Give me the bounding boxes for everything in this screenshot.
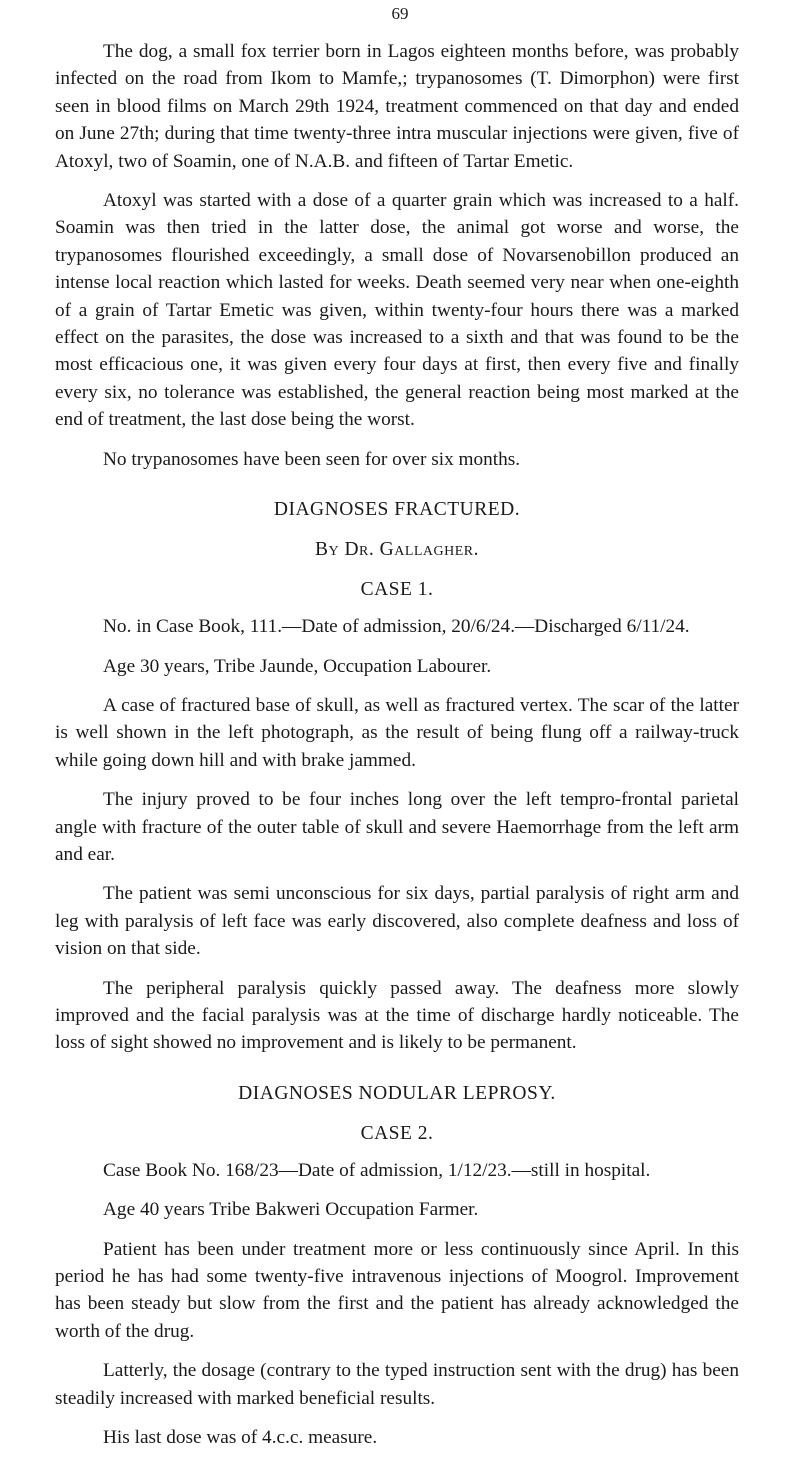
- paragraph: The dog, a small fox terrier born in Lagos eighteen months before, was probably infected on the road from Ikom to Mamfe,; trypanosomes (T. Dimorphon) were first seen in blood films on March 29th 1924, treatment commenced on that day and ended on June 27th; during that time twenty-three intra muscular injections were given, five of Atoxyl, two of Soamin, one of N.A.B. and fifteen of Tartar Emetic.: [55, 41, 739, 172]
- paragraph: The injury proved to be four inches long over the left tempro-frontal parietal angle with fracture of the outer table of skull and severe Haemorrhage from the left arm and ear.: [55, 789, 739, 865]
- paragraph: The peripheral paralysis quickly passed away. The deafness more slowly improved and the facial paralysis was at the time of discharge hardly noticeable. The loss of sight showed no improvement and is likely to be permanent.: [55, 977, 739, 1054]
- case-title: CASE 1.: [360, 579, 434, 601]
- paragraph: Atoxyl was started with a dose of a quarter grain which was increased to a half. Soamin was then tried in the latter dose, the animal got worse and worse, the trypanosomes flourished exceedingly, a small dose of Novarsenobillon produced an intense local reaction which lasted for weeks. Death seemed very near when one-eighth of a grain of Tartar Emetic was given, within twenty-four hours there was a marked effect on the parasites, the dose was increased to a sixth and that was found to be the most efficacious one, it was given every four days at first, then every five and finally every six, no tolerance was established, the general reaction being most marked at the end of treatment, the last dose being the worst.: [55, 190, 739, 431]
- author-byline: By Dr. Gallagher.: [314, 539, 480, 561]
- paragraph: No. in Case Book, 111.—Date of admission, 20/6/24.—Discharged 6/11/24.: [103, 616, 690, 638]
- section-heading: DIAGNOSES NODULAR LEPROSY.: [238, 1082, 556, 1104]
- paragraph: Age 40 years Tribe Bakweri Occupation Farmer.: [103, 1199, 479, 1221]
- paragraph: A case of fractured base of skull, as well as fractured vertex. The scar of the latter is well shown in the left photograph, as the result of being flung off a railway-truck while going down hill and with brake jammed.: [55, 694, 739, 771]
- paragraph: Latterly, the dosage (contrary to the typed instruction sent with the drug) has been steadily increased with marked beneficial results.: [55, 1360, 739, 1409]
- page-number: 69: [391, 4, 409, 23]
- paragraph: Case Book No. 168/23—Date of admission, 1/12/23.—still in hospital.: [103, 1159, 651, 1181]
- paragraph: Patient has been under treatment more or less continuously since April. In this period he has had some twenty-five intravenous injections of Moogrol. Improvement has been steady but slow from the first and the patient has already acknowledged the worth of the drug.: [55, 1238, 739, 1342]
- section-heading: DIAGNOSES FRACTURED.: [273, 499, 521, 521]
- page-content: [55, 38, 739, 1463]
- paragraph: Age 30 years, Tribe Jaunde, Occupation Labourer.: [103, 655, 492, 677]
- paragraph: The patient was semi unconscious for six days, partial paralysis of right arm and leg with paralysis of left face was early discovered, also complete deafness and loss of vision on that side.: [55, 883, 739, 960]
- paragraph: His last dose was of 4.c.c. measure.: [103, 1427, 378, 1449]
- case-title: CASE 2.: [360, 1122, 434, 1144]
- paragraph: No trypanosomes have been seen for over six months.: [103, 448, 521, 470]
